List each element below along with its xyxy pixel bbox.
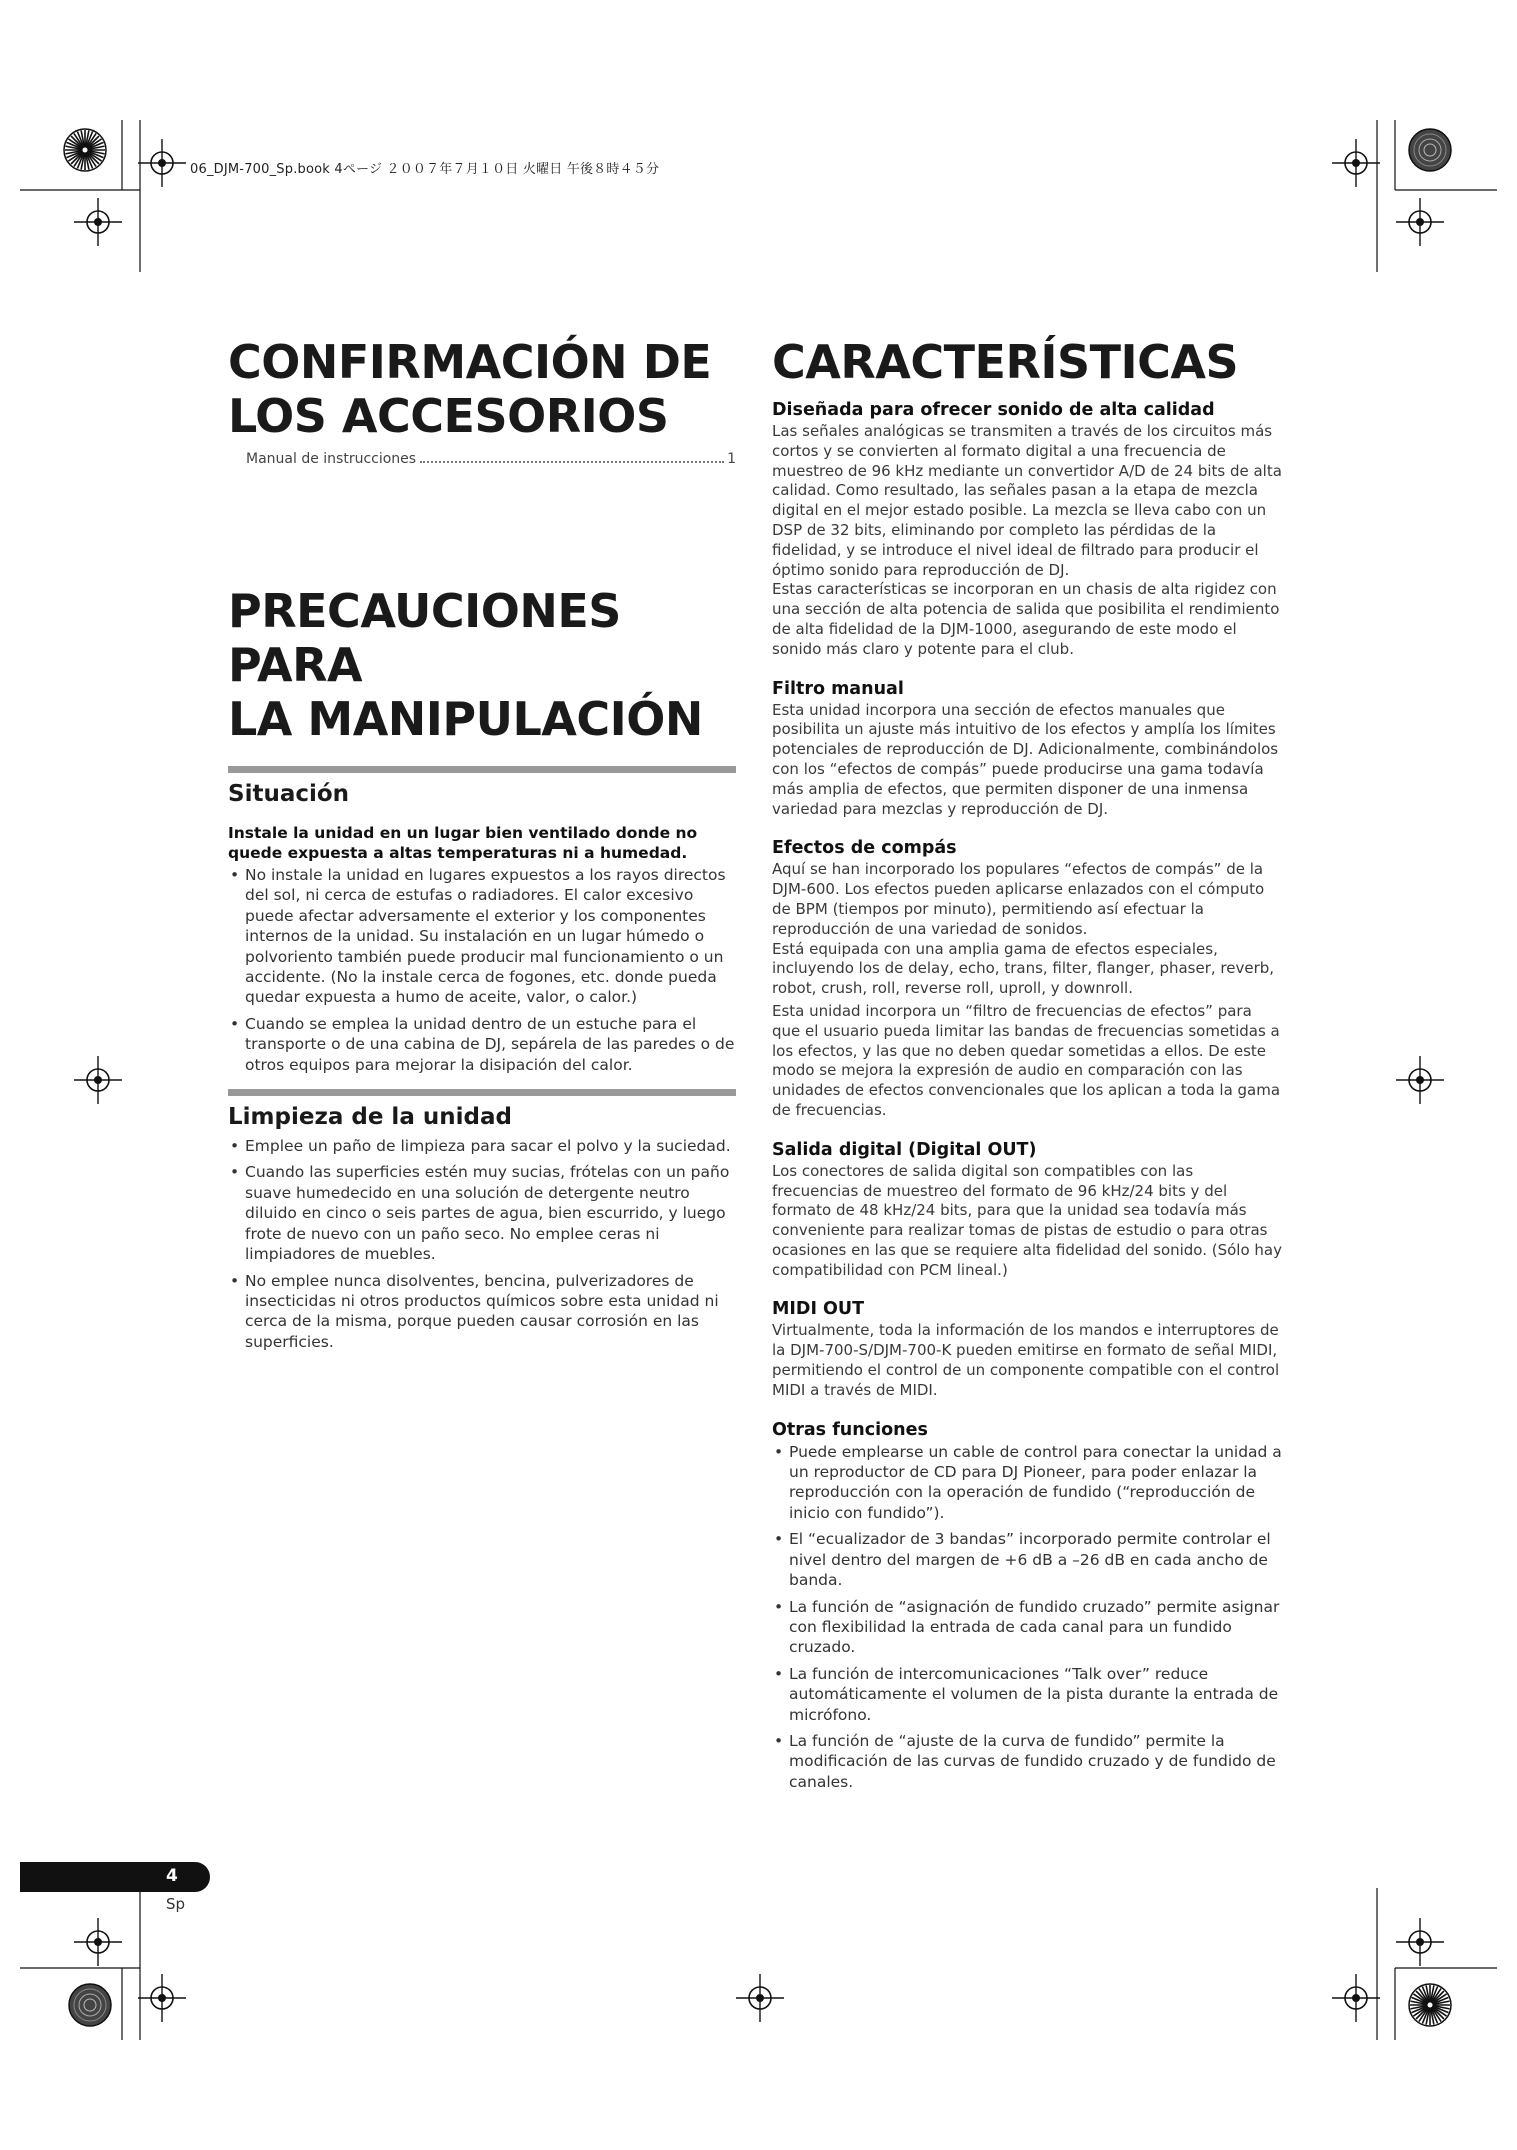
feature-midi-out [772, 1298, 1282, 1400]
other-functions-list [772, 1442, 1282, 1793]
list-item: • La función de intercomunicaciones “Talk over” reduce automáticamente el volumen de la pista durante la entrada de micrófono. [772, 1664, 1282, 1725]
limpieza-title: Limpieza de la unidad [228, 1104, 512, 1131]
list-item: • Cuando las superficies estén muy sucias, frótelas con un paño suave humedecido en una solución de detergente neutro diluido en cinco o seis partes de agua, bien escurrido, y luego frote de nuevo con un paño seco. No emplee ceras ni limpiadores de muebles. [228, 1162, 736, 1264]
list-item: • La función de “ajuste de la curva de fundido” permite la modificación de las curvas de fundido cruzado y de fundido de canales. [772, 1731, 1282, 1792]
feature-paragraph: Esta unidad incorpora una sección de efectos manuales que posibilita un ajuste más intuitivo de los efectos y amplía los límites potenciales de reproducción de DJ. Adicionalmente, combinándolos con los “efectos de compás” puede producirse una gama todavía más amplia de efectos, que permiten disponer de una inmensa variedad para mezclas y reproducción de DJ. [772, 700, 1279, 818]
list-item: • No instale la unidad en lugares expuestos a los rayos directos del sol, ni cerca de estufas o radiadores. El calor excesivo puede afectar adversamente el exterior y los componentes internos de la unidad. Su instalación en un lugar húmedo o polvoriento también puede producir mal funcionamiento o un accidente. (No la instale cerca de fogones, etc. donde pueda quedar expuesta a humo de aceite, valor, o calor.) [228, 865, 736, 1008]
situacion-title: Situación [228, 781, 350, 807]
list-item: • La función de “asignación de fundido cruzado” permite asignar con flexibilidad la entrada de cada canal para un fundido cruzado. [772, 1597, 1282, 1658]
feature-paragraph: Los conectores de salida digital son compatibles con las frecuencias de muestreo del formato de 96 kHz/24 bits y del formato de 48 kHz/24 bits, para que la unidad sea todavía más conveniente para realizar tomas de pistas de estudio o para otras ocasiones en las que se requiere alta fidelidad del sonido. (Sólo hay compatibilidad con PCM lineal.) [772, 1161, 1282, 1279]
situacion-list [228, 865, 736, 1075]
feature-manual-filter [772, 678, 1282, 820]
handling-title [228, 584, 736, 746]
list-item: • El “ecualizador de 3 bandas” incorporado permite controlar el nivel dentro del margen de +6 dB a –26 dB en cada ancho de banda. [772, 1529, 1282, 1590]
page-number: 4 [166, 1866, 178, 1886]
section-divider [228, 1089, 736, 1096]
list-item: • Emplee un paño de limpieza para sacar el polvo y la suciedad. [228, 1136, 736, 1156]
feature-beat-effects [772, 837, 1282, 1120]
feature-title: Salida digital (Digital OUT) [772, 1139, 1037, 1160]
list-item: • No emplee nunca disolventes, bencina, pulverizadores de insecticidas ni otros productos químicos sobre esta unidad ni cerca de la misma, porque pueden causar corrosión en las superficies. [228, 1271, 736, 1353]
toc-entry-page: 1 [727, 451, 736, 467]
toc-entry [246, 451, 736, 467]
feature-other-functions [772, 1419, 1282, 1793]
feature-paragraph: Las señales analógicas se transmiten a través de los circuitos más cortos y se convierten al formato digital a una frecuencia de muestreo de 96 kHz mediante un convertidor A/D de 24 bits de alta calidad. Como resultado, las señales pasan a la etapa de mezcla digital en el mejor estado posible. La mezcla se lleva cabo con un DSP de 32 bits, eliminando por completo las pérdidas de la fidelidad, y se introduce el nivel ideal de filtrado para producir el óptimo sonido para reproducción de DJ. [772, 422, 1282, 579]
feature-paragraph: Virtualmente, toda la información de los mandos e interruptores de la DJM-700-S/DJM-700-K pueden emitirse en formato de señal MIDI, permitiendo el control de un componente compatible con el control MIDI a través de MIDI. [772, 1321, 1280, 1399]
feature-title: Diseñada para ofrecer sonido de alta calidad [772, 400, 1215, 420]
feature-title: Filtro manual [772, 678, 904, 699]
section-limpieza [228, 1089, 736, 1352]
feature-paragraph: Está equipada con una amplia gama de efectos especiales, incluyendo los de delay, echo, trans, filter, flanger, phaser, reverb, robot, crush, roll, reverse roll, uproll, y downroll. [772, 939, 1275, 998]
handling-title-line-1: PRECAUCIONES PARA [228, 584, 621, 692]
limpieza-list [228, 1136, 736, 1352]
features-title: CARACTERÍSTICAS [772, 335, 1239, 389]
feature-digital-out [772, 1139, 1282, 1281]
accessories-title-line-2: LOS ACCESORIOS [228, 389, 669, 443]
accessories-title-line-1: CONFIRMACIÓN DE [228, 335, 712, 389]
feature-paragraph: Estas características se incorporan en un chasis de alta rigidez con una sección de alta potencia de salida que posibilita el rendimiento de alta fidelidad de la DJM-1000, asegurando de este modo el sonido más claro y potente para el club. [772, 580, 1280, 658]
toc-entry-label: Manual de instrucciones [246, 451, 417, 467]
section-divider [228, 766, 736, 773]
page-number-tab [20, 1862, 210, 1892]
file-header: 06_DJM-700_Sp.book 4ページ ２００７年７月１０日 火曜日 午後８時４５分 [190, 162, 660, 177]
accessories-title [228, 335, 736, 443]
feature-title: Efectos de compás [772, 838, 957, 859]
section-situacion [228, 766, 736, 1075]
page-language: Sp [166, 1895, 186, 1913]
list-item: • Puede emplearse un cable de control para conectar la unidad a un reproductor de CD para DJ Pioneer, para poder enlazar la reproducción con la operación de fundido (“reproducción de inicio con fundido”). [772, 1442, 1282, 1524]
feature-title: MIDI OUT [772, 1299, 865, 1320]
list-item: • Cuando se emplea la unidad dentro de un estuche para el transporte o de una cabina de DJ, sepárela de las paredes o de otros equipos para mejorar la disipación del calor. [228, 1014, 736, 1075]
toc-leader-dots [420, 461, 724, 463]
feature-high-quality [772, 399, 1282, 660]
situacion-lead: Instale la unidad en un lugar bien ventilado donde no quede expuesta a altas temperaturas ni a humedad. [228, 824, 698, 862]
handling-title-line-2: LA MANIPULACIÓN [228, 692, 703, 746]
left-column [228, 335, 736, 1358]
feature-paragraph: Aquí se han incorporado los populares “efectos de compás” de la DJM-600. Los efectos pueden aplicarse enlazados con el cómputo de BPM (tiempos por minuto), permitiendo así efectuar la reproducción de una variedad de sonidos. [772, 860, 1265, 938]
right-column [772, 335, 1282, 1810]
feature-title: Otras funciones [772, 1419, 928, 1440]
feature-paragraph: Esta unidad incorpora un “filtro de frecuencias de efectos” para que el usuario pueda limitar las bandas de frecuencias sometidas a los efectos, y las que no deben quedar sometidas a ellos. De este modo se mejora la expresión de audio en comparación con las unidades de efectos convencionales que los aplican a toda la gama de frecuencias. [772, 1001, 1281, 1119]
